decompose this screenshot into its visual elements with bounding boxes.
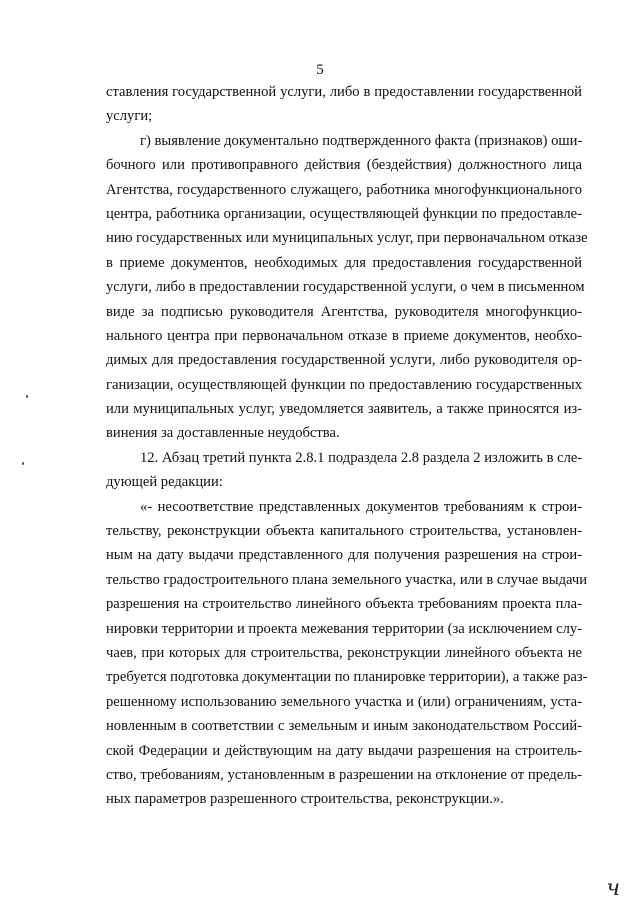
text-line: услуги; [106,108,153,125]
text-line: ных параметров разрешенного строительства, реконструкции.». [106,791,504,808]
text-line: «- несоответствие представленных документов требованиям к строи- [140,498,582,515]
text-line: ставления государственной услуги, либо в предоставлении государственной [106,84,582,100]
text-line: Агентства, государственного служащего, работника многофункционального [106,181,582,198]
text-line: решенному использованию земельного участка и (или) ограничениям, уста- [106,693,582,710]
text-line: или муниципальных услуг, уведомляется заявитель, а также приносятся из- [106,401,582,418]
text-line: ство, требованиям, установленным в разрешении на отклонение от предель- [106,766,582,783]
text-line: ской Федерации и действующим на дату выдачи разрешения на строитель- [106,742,582,759]
text-line: требуется подготовка документации по планировке территории), а также раз- [106,669,588,686]
text-line: виде за подписью руководителя Агентства, руководителя многофункцио- [106,303,582,320]
text-line: новленным в соответствии с земельным и иным законодательством Россий- [106,718,582,735]
text-line: центра, работника организации, осуществляющей функции по предоставле- [106,205,582,222]
text-line: димых для предоставления государственной услуги, либо руководителя ор- [106,352,582,369]
text-line: услуги, либо в предоставлении государственной услуги, о чем в письменном [106,279,585,296]
text-line: нального центра при первоначальном отказе в приеме документов, необхо- [106,327,582,344]
text-line: чаев, при которых для строительства, реконструкции линейного объекта не [106,644,582,661]
page-number: 5 [316,62,324,78]
scan-speck [26,395,28,398]
text-line: 12. Абзац третий пункта 2.8.1 подраздела 2.8 раздела 2 изложить в сле- [140,449,583,466]
text-line: тельство градостроительного плана земельного участка, или в случае выдачи [106,571,588,588]
text-line: ным на дату выдачи представленного для получения разрешения на строи- [106,547,582,564]
text-line: ганизации, осуществляющей функции по предоставлению государственных [106,376,582,393]
text-line: дующей редакции: [106,474,223,491]
text-line: в приеме документов, необходимых для предоставления государственной [106,254,582,271]
scan-speck [22,462,24,465]
text-line: г) выявление документально подтвержденного факта (признаков) оши- [140,132,583,149]
text-line: разрешения на строительство линейного объекта требованиям проекта пла- [106,596,582,613]
text-line: винения за доставленные неудобства. [106,425,340,442]
handwritten-mark: ч [606,876,620,901]
text-line: бочного или противоправного действия (бездействия) должностного лица [106,157,582,174]
text-line: тельству, реконструкции объекта капитального строительства, установлен- [106,523,582,540]
text-line: нию государственных или муниципальных услуг, при первоначальном отказе [106,230,588,247]
text-line: нировки территории и проекта межевания территории (за исключением слу- [106,620,583,637]
document-body [106,80,588,812]
